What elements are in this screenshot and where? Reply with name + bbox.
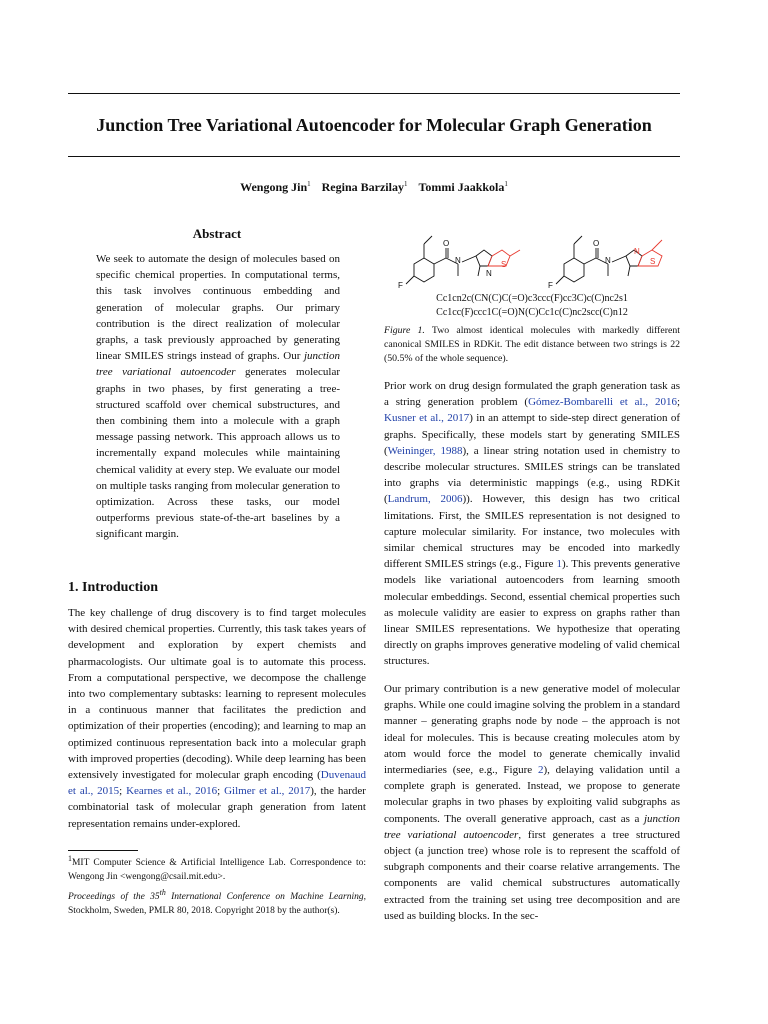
citation-kearnes[interactable]: Kearnes et al., 2016 [126,785,218,798]
atom-label: N [486,269,492,278]
author-list [68,180,680,195]
citation-landrum[interactable]: Landrum, 2006 [387,493,463,506]
introduction-paragraph: The key challenge of drug discovery is to find target molecules with desired chemical properties. Currently, this task takes years of development and exploration by expert chemists and pharmacologists. Our ultimate goal is to automate this process. From a computational perspective, we decompose the challenge into two complementary subtasks: learning to represent molecules in a continuous manner that facilitates the prediction and optimization of their properties (encoding); and learning to map an optimized continuous representation back into a molecular graph with improved properties (decoding). While deep learning has been extensively investigated for molecular graph encoding (Duvenaud et al., 2015; Kearnes et al., 2016; Gilmer et al., 2017), the harder combinatorial task of molecular graph generation from latent representation remains under-explored. [68,607,366,830]
title-rule [68,156,680,157]
atom-label: F [548,281,553,290]
atom-label: O [593,239,600,248]
footnote-rule [68,850,138,851]
citation-weininger[interactable]: Weininger, 1988 [387,444,463,457]
abstract-heading: Abstract [192,226,242,241]
figure-caption: Figure 1. Two almost identical molecules with markedly different canonical SMILES in RDKit. The edit distance between two strings is 22 (50.5% of the whole sequence). [384,325,680,364]
citation-gilmer[interactable]: Gilmer et al., 2017 [224,785,311,798]
author-3: Tommi Jaakkola$^1$ [418,180,508,194]
citation-kusner[interactable]: Kusner et al., 2017 [384,412,470,425]
proceedings-note: Proceedings of the 35th International Conference on Machine Learning, Stockholm, Sweden, PMLR 80, 2018. Copyright 2018 by the author(s). [68,888,366,917]
top-rule [68,93,680,94]
atom-label: N [634,247,640,256]
section-heading-introduction: 1. Introduction [68,580,158,595]
atom-label: O [443,239,450,248]
molecule-figure [384,226,680,292]
atom-label: N [605,256,611,265]
smiles-string-2: Cc1cc(F)ccc1C(=O)N(C)Cc1c(C)nc2scc(C)n12 [436,307,628,318]
atom-label: S [501,260,507,269]
paragraph-prior-work: Prior work on drug design formulated the graph generation task as a string generation problem (Gómez-Bombarelli et al., 2016; Kusner et al., 2017) in an attempt to side-step direct generation of graphs. Specifically, these models start by generating SMILES (Weininger, 1988), a linear string notation used in chemistry to describe molecular structures. SMILES strings can be translated into graphs via deterministic mappings (e.g., using RDKit (Landrum, 2006)). However, this design has two critical limitations. First, the SMILES representation is not designed to capture molecular similarity. For instance, two molecules with similar chemical structures may be encoded into markedly different SMILES strings (e.g., Figure 1). This prevents generative models like variational autoencoders from learning smooth molecular embeddings. Second, essential chemical properties such as molecule validity are easier to express on graphs rather than linear SMILES representations. We hypothesize that operating directly on graphs improves generative modeling of valid chemical structures. [384,380,681,668]
paper-title: Junction Tree Variational Autoencoder for Molecular Graph Generation [96,115,652,135]
citation-duvenaud[interactable]: Duvenaud et al., 2015 [68,769,366,798]
figure-1-link[interactable]: 1 [556,558,562,571]
smiles-string-1: Cc1cn2c(CN(C)C(=O)c3ccc(F)cc3C)c(C)nc2s1 [436,293,628,304]
atom-label: F [398,281,403,290]
atom-label: N [455,256,461,265]
abstract-text: We seek to automate the design of molecules based on specific chemical properties. In computational terms, this task involves continuous embedding and generation of molecular graphs. Our primary contribution is the direct realization of molecular graphs, a task previously approached by generating linear SMILES strings instead of graphs. Our junction tree variational autoencoder generates molecular graphs in two phases, by first generating a tree-structured scaffold over chemical substructures, and then combining them into a molecule with a graph message passing network. This approach allows us to incrementally expand molecules while maintaining chemical validity at every step. We evaluate our model on multiple tasks ranging from molecular generation to optimization. Across these tasks, our model outperforms previous state-of-the-art baselines by a significant margin. [96,253,340,541]
figure-2-link[interactable]: 2 [537,764,544,777]
author-2: Regina Barzilay$^1$ [321,180,408,194]
paragraph-contribution: Our primary contribution is a new generative model of molecular graphs. While one could imagine solving the problem in a standard manner – generating graphs node by node – the approach is not ideal for molecules. This is because creating molecules atom by atom would force the model to generate chemically invalid intermediaries (see, e.g., Figure 2), delaying validation until a complete graph is generated. Instead, we propose to generate molecular graphs in two phases by exploiting valid subgraphs as components. The overall generative approach, cast as a junction tree variational autoencoder, first generates a tree structured object (a junction tree) whose role is to represent the scaffold of subgraph components and their coarse relative arrangements. The components are valid chemical substructures automatically extracted from the training set using tree decomposition and are used as building blocks. In the sec- [384,683,680,922]
atom-label: S [650,257,656,266]
author-1: Wengong Jin$^1$ [240,180,311,194]
citation-gomez-bombarelli[interactable]: Gómez-Bombarelli et al., 2016 [528,396,677,409]
footnote: $^1$MIT Computer Science & Artificial Intelligence Lab. Correspondence to: Wengong Jin <wengong@csail.mit.edu>. [68,854,366,883]
